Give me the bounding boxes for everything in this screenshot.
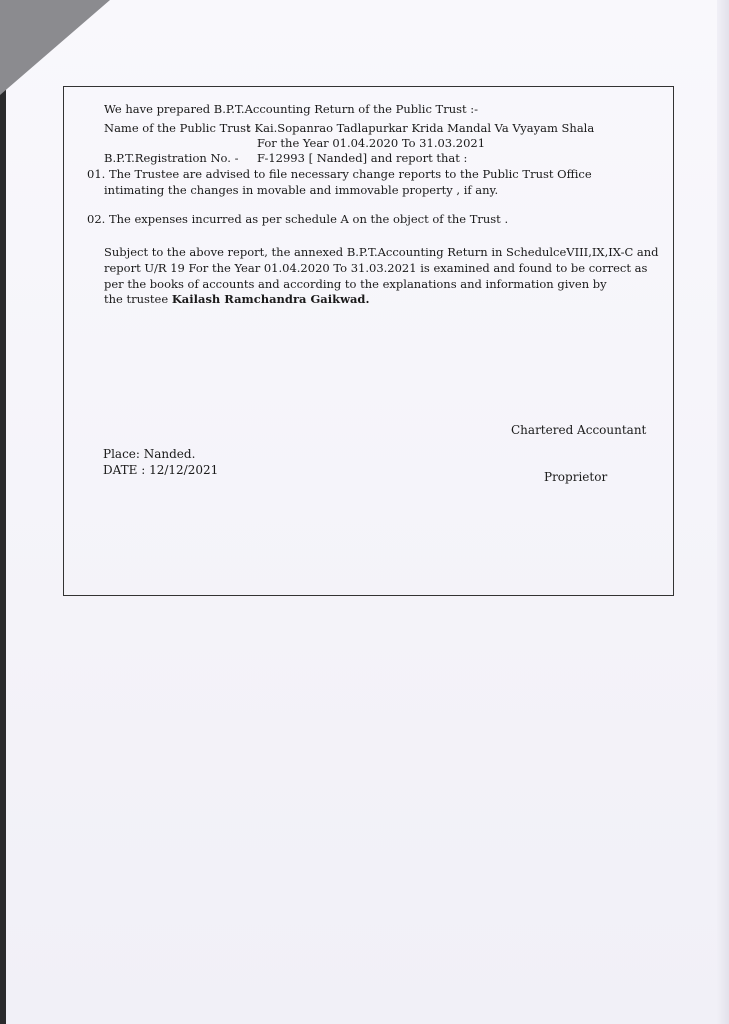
place-line: Place: Nanded. (103, 447, 196, 461)
trustee-name: Kailash Ramchandra Gaikwad. (171, 292, 370, 306)
point-1-line-1: 01. The Trustee are advised to file necessary change reports to the Public Trust Office (87, 167, 592, 181)
point-2: 02. The expenses incurred as per schedule A on the object of the Trust . (87, 212, 509, 226)
subject-line-4-prefix: the trustee (104, 292, 172, 306)
chartered-accountant-label: Chartered Accountant (511, 423, 647, 437)
registration-value: F-12993 [ Nanded] and report that : (257, 151, 468, 165)
subject-line-2: report U/R 19 For the Year 01.04.2020 To 31.03.2021 is examined and found to be correct as (104, 261, 648, 275)
intro-line: We have prepared B.P.T.Accounting Return of the Public Trust :- (104, 102, 479, 116)
proprietor-label: Proprietor (544, 470, 608, 484)
year-line: For the Year 01.04.2020 To 31.03.2021 (257, 136, 486, 150)
folded-corner (0, 0, 110, 95)
registration-label: B.P.T.Registration No. - (104, 151, 239, 165)
date-line: DATE : 12/12/2021 (103, 463, 219, 477)
trust-name-value: : Kai.Sopanrao Tadlapurkar Krida Mandal Va Vyayam Shala (247, 121, 595, 135)
trust-name-label: Name of the Public Trust (104, 121, 251, 135)
scan-right-edge (717, 0, 729, 1024)
subject-line-3: per the books of accounts and according to the explanations and information given by (104, 277, 607, 291)
scan-left-edge (0, 0, 6, 1024)
subject-line-1: Subject to the above report, the annexed B.P.T.Accounting Return in SchedulceVIII,IX,IX-C and (104, 245, 659, 259)
subject-line-4 (104, 292, 369, 306)
point-1-line-2: intimating the changes in movable and immovable property , if any. (104, 183, 499, 197)
